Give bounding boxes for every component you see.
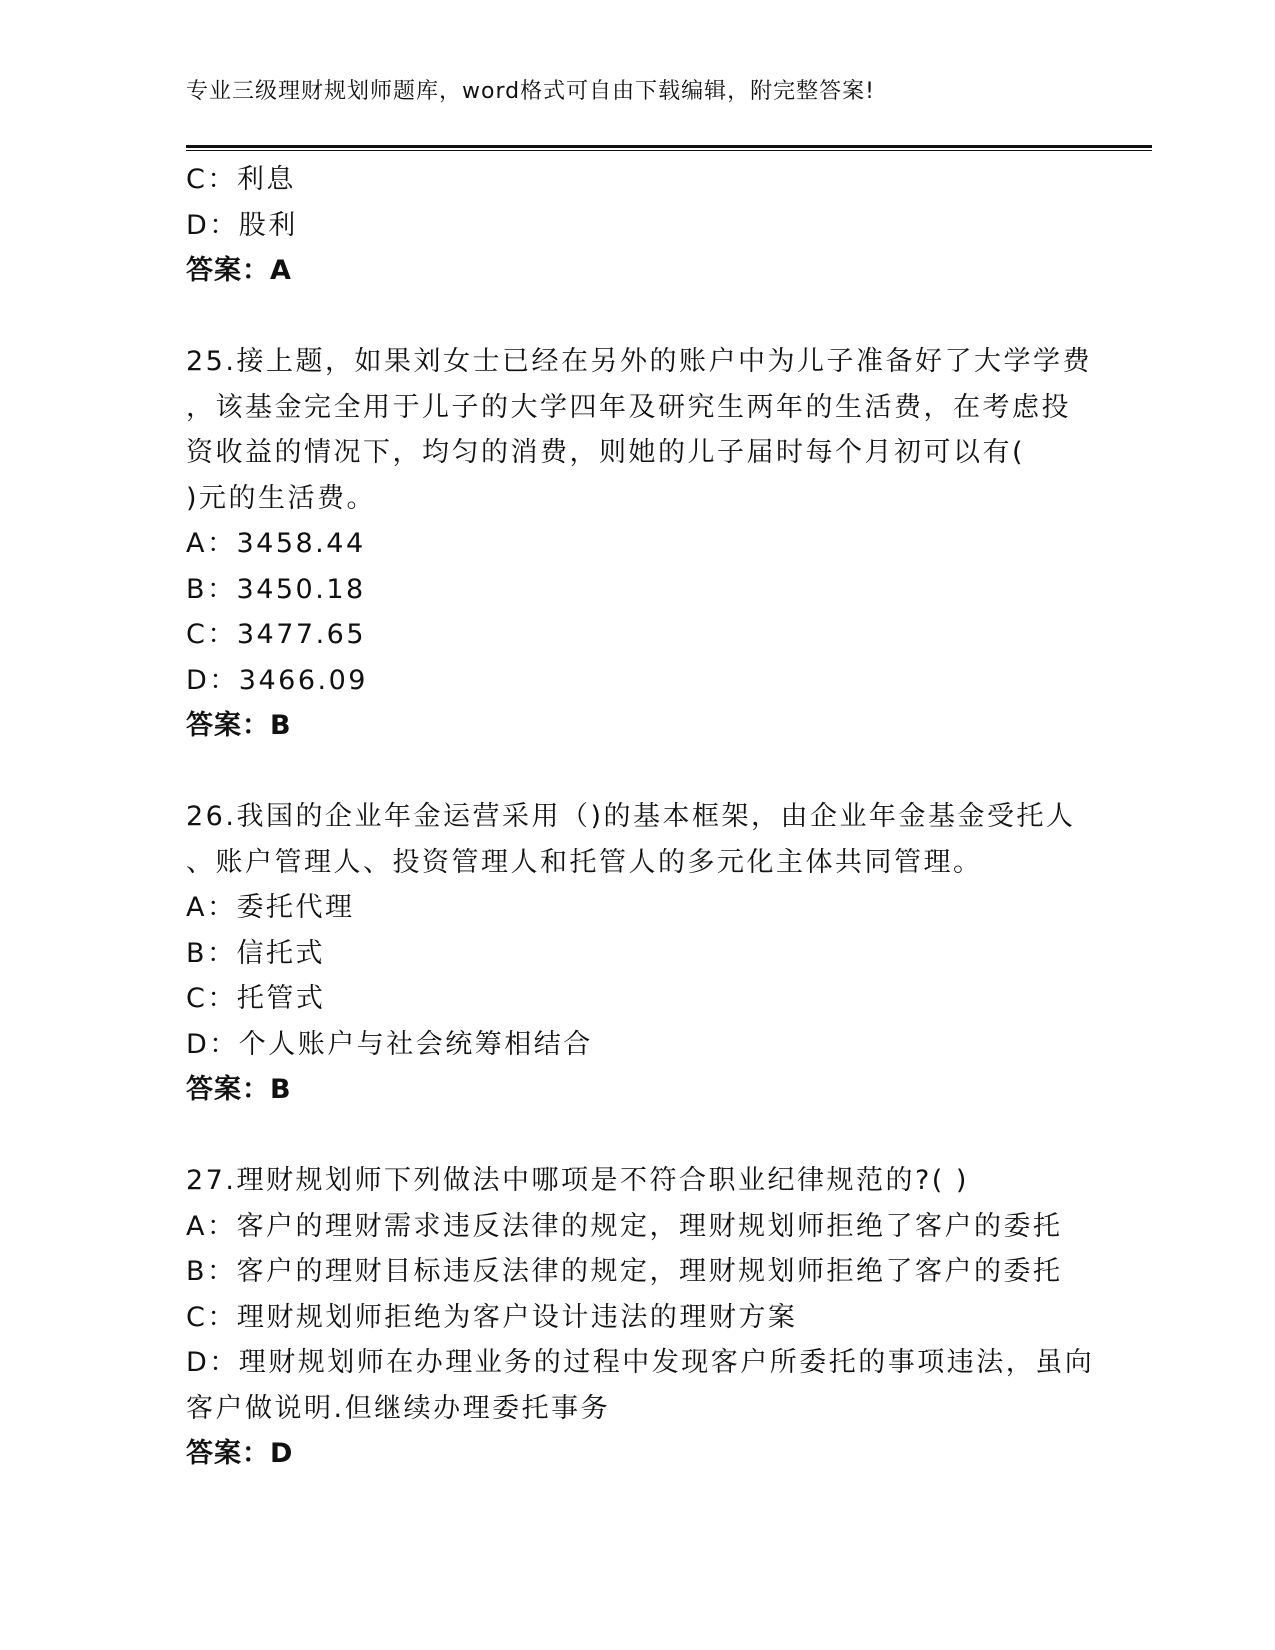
option-b: B：3450.18 [186,573,366,605]
option-a: A：委托代理 [186,892,355,923]
answer: 答案：D [186,1438,294,1469]
question-text-line: )元的生活费。 [186,482,377,514]
question-text-line: 、账户管理人、投资管理人和托管人的多元化主体共同管理。 [186,846,983,878]
option-a: A：客户的理财需求违反法律的规定，理财规划师拒绝了客户的委托 [186,1210,1063,1242]
question-27 [186,1158,1095,1477]
question-text-line: 27.理财规划师下列做法中哪项是不符合职业纪律规范的?( ) [186,1165,969,1196]
spacer [186,749,1086,795]
answer: 答案：A [186,255,292,286]
option-d: D：理财规划师在办理业务的过程中发现客户所委托的事项违法，虽向 [186,1347,1095,1378]
option-b: B：信托式 [186,937,326,969]
question-25 [186,339,1092,749]
question-text-line: 26.我国的企业年金运营采用（)的基本框架，由企业年金基金受托人 [186,801,1076,832]
option-d: D：个人账户与社会统筹相结合 [186,1028,593,1060]
spacer [186,294,1086,340]
spacer [186,1113,1086,1159]
question-26 [186,794,1086,1113]
answer: 答案：B [186,710,292,741]
option-c: C：托管式 [186,983,326,1014]
header-rule-thick [186,145,1152,148]
answer: 答案：B [186,1074,292,1105]
document-body [186,157,1095,1477]
header-rule-thin [186,150,1152,151]
question-24-tail [186,157,1086,294]
option-d: D：股利 [186,209,298,241]
option-d: D：3466.09 [186,664,368,696]
option-b: B：客户的理财目标违反法律的规定，理财规划师拒绝了客户的委托 [186,1256,1063,1287]
option-a: A：3458.44 [186,528,366,559]
option-c: C：利息 [186,164,296,195]
question-text-line: 25.接上题，如果刘女士已经在另外的账户中为儿子准备好了大学学费 [186,346,1092,377]
question-text-line: 资收益的情况下，均匀的消费，则她的儿子届时每个月初可以有( [186,437,1026,468]
page-header: 专业三级理财规划师题库，word格式可自由下载编辑，附完整答案! [186,79,875,104]
question-text-line: ，该基金完全用于儿子的大学四年及研究生两年的生活费，在考虑投 [186,391,1071,423]
option-c: C：3477.65 [186,619,367,650]
option-d-continuation: 客户做说明.但继续办理委托事务 [186,1392,611,1424]
option-c: C：理财规划师拒绝为客户设计违法的理财方案 [186,1301,798,1333]
